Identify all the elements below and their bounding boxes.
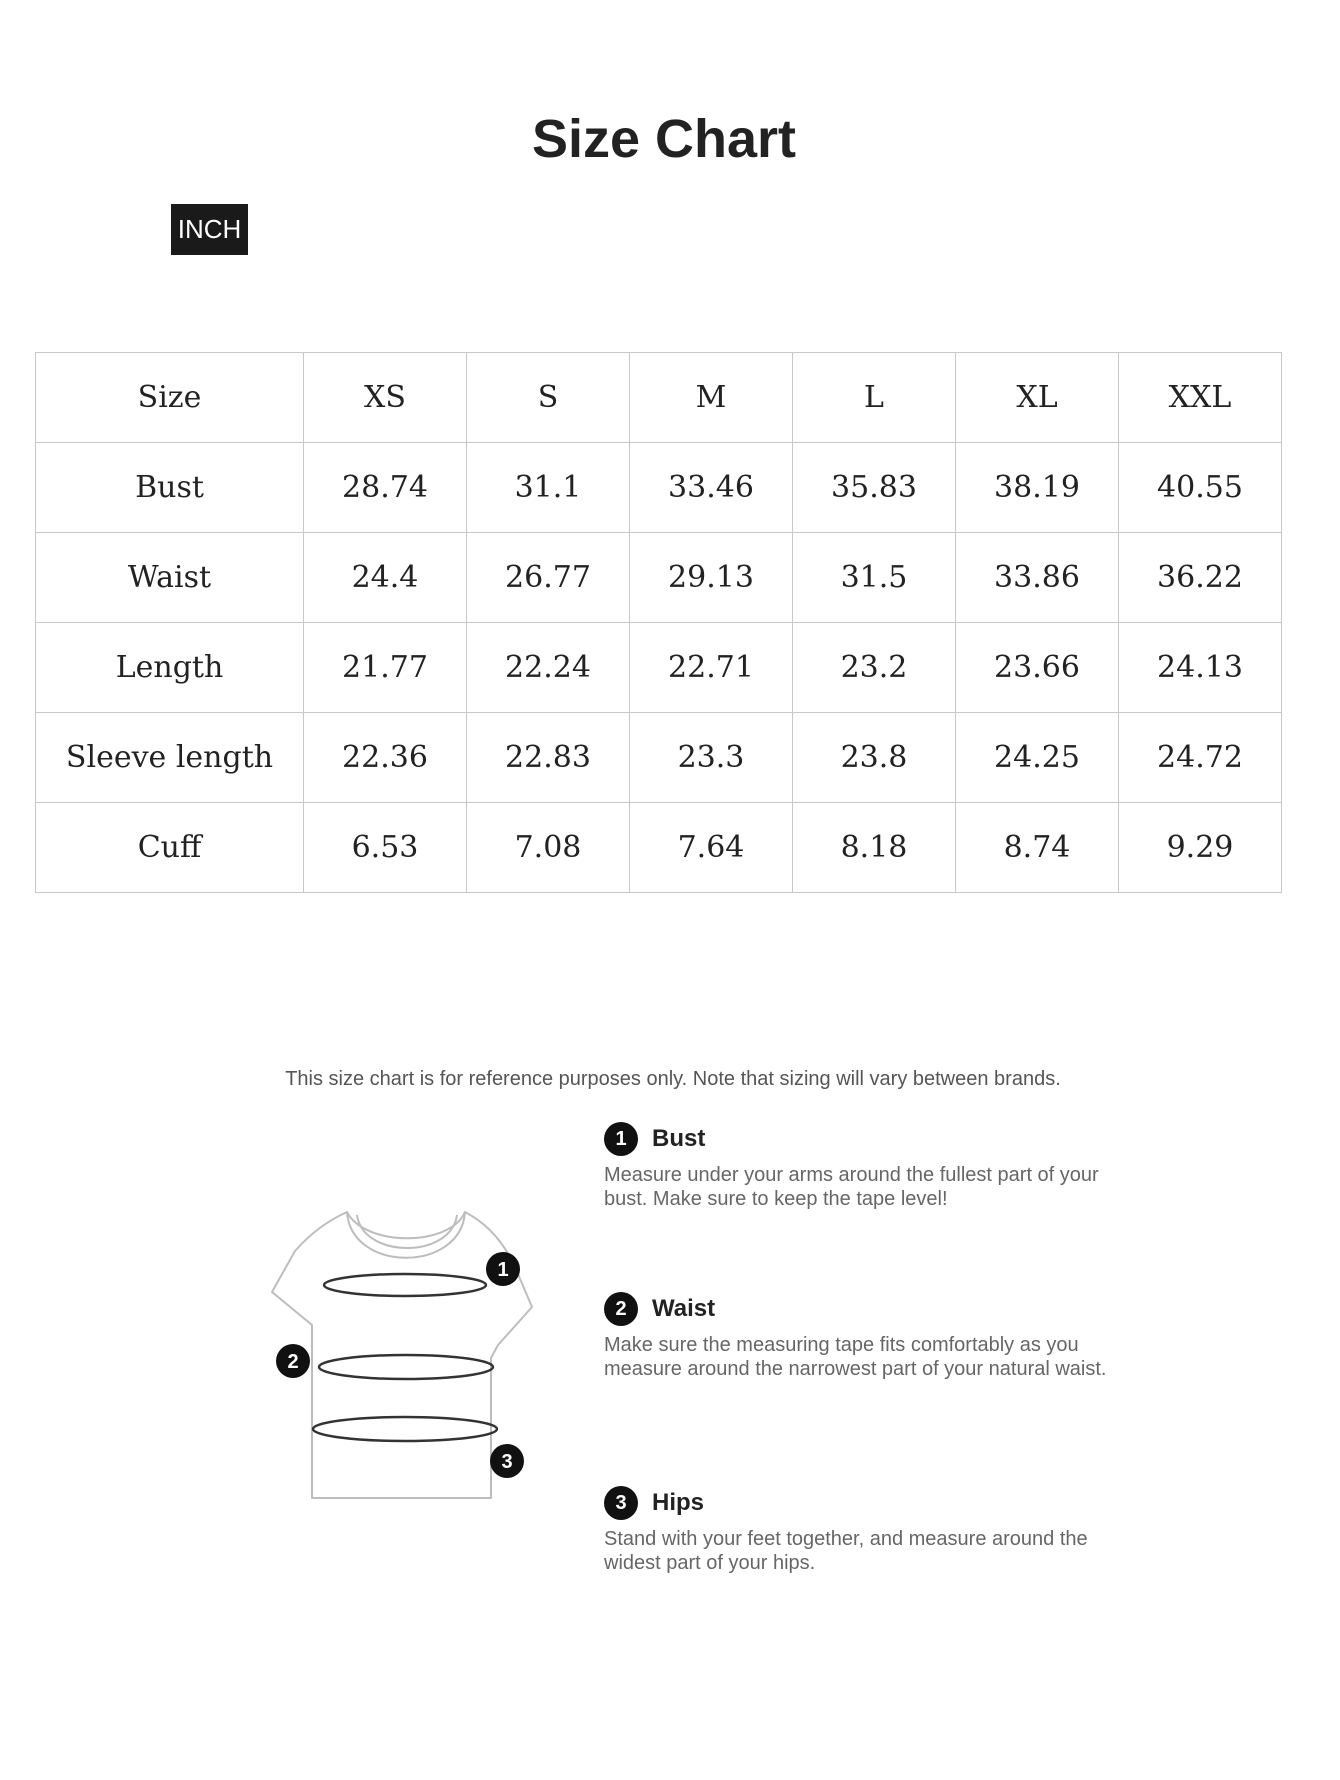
table-cell: 24.72 xyxy=(1119,713,1282,803)
marker-1 xyxy=(486,1252,520,1286)
table-cell: 9.29 xyxy=(1119,803,1282,893)
table-header-row xyxy=(36,353,1282,443)
unit-badge: INCH xyxy=(171,204,248,255)
table-cell: 8.74 xyxy=(956,803,1119,893)
table-cell: 26.77 xyxy=(467,533,630,623)
header-cell-xl: XL xyxy=(956,353,1119,443)
table-cell: 33.46 xyxy=(630,443,793,533)
measure-bust xyxy=(604,1121,1124,1211)
table-cell: 23.8 xyxy=(793,713,956,803)
table-cell: 22.36 xyxy=(304,713,467,803)
table-row-length xyxy=(36,623,1282,713)
disclaimer-note: This size chart is for reference purposes only. Note that sizing will vary between brands. xyxy=(285,1068,1061,1090)
table-cell: 40.55 xyxy=(1119,443,1282,533)
measure-label: Bust xyxy=(652,1125,706,1152)
number-badge-1: 1 xyxy=(604,1122,638,1156)
table-cell: 36.22 xyxy=(1119,533,1282,623)
header-cell-m: M xyxy=(630,353,793,443)
row-label: Length xyxy=(36,623,304,713)
bust-tape xyxy=(324,1274,486,1296)
table-row-cuff xyxy=(36,803,1282,893)
table-row-sleeve-length xyxy=(36,713,1282,803)
size-table-container xyxy=(35,352,1282,893)
hips-tape xyxy=(313,1417,497,1441)
table-row-waist xyxy=(36,533,1282,623)
measure-waist xyxy=(604,1291,1124,1381)
table-cell: 31.1 xyxy=(467,443,630,533)
table-cell: 22.24 xyxy=(467,623,630,713)
measure-hips xyxy=(604,1485,1124,1575)
table-cell: 29.13 xyxy=(630,533,793,623)
measure-desc: Stand with your feet together, and measure around the widest part of your hips. xyxy=(604,1528,1088,1574)
row-label: Bust xyxy=(36,443,304,533)
table-cell: 24.13 xyxy=(1119,623,1282,713)
header-cell-xxl: XXL xyxy=(1119,353,1282,443)
table-cell: 22.83 xyxy=(467,713,630,803)
table-cell: 21.77 xyxy=(304,623,467,713)
marker-3 xyxy=(490,1444,524,1478)
tshirt-diagram xyxy=(265,1195,545,1515)
page-title: Size Chart xyxy=(531,109,797,169)
waist-tape xyxy=(319,1355,493,1379)
table-cell: 24.4 xyxy=(304,533,467,623)
measure-desc: Measure under your arms around the fullest part of your bust. Make sure to keep the tape level! xyxy=(604,1164,1099,1210)
header-cell-l: L xyxy=(793,353,956,443)
table-cell: 7.08 xyxy=(467,803,630,893)
marker-2 xyxy=(276,1344,310,1378)
table-cell: 35.83 xyxy=(793,443,956,533)
row-label: Cuff xyxy=(36,803,304,893)
table-cell: 23.2 xyxy=(793,623,956,713)
marker-3-label: 3 xyxy=(501,1451,513,1473)
row-label: Sleeve length xyxy=(36,713,304,803)
size-table xyxy=(35,352,1282,893)
table-cell: 33.86 xyxy=(956,533,1119,623)
table-cell: 28.74 xyxy=(304,443,467,533)
table-cell: 38.19 xyxy=(956,443,1119,533)
table-cell: 23.3 xyxy=(630,713,793,803)
number-badge-2: 2 xyxy=(604,1292,638,1326)
table-cell: 6.53 xyxy=(304,803,467,893)
table-cell: 7.64 xyxy=(630,803,793,893)
table-cell: 23.66 xyxy=(956,623,1119,713)
header-cell-xs: XS xyxy=(304,353,467,443)
measure-desc: Make sure the measuring tape fits comfortably as you measure around the narrowest part of your natural waist. xyxy=(604,1334,1107,1380)
row-label: Waist xyxy=(36,533,304,623)
table-cell: 31.5 xyxy=(793,533,956,623)
marker-1-label: 1 xyxy=(497,1259,509,1281)
table-cell: 8.18 xyxy=(793,803,956,893)
header-cell-s: S xyxy=(467,353,630,443)
measure-label: Waist xyxy=(652,1295,716,1322)
table-cell: 24.25 xyxy=(956,713,1119,803)
table-row-bust xyxy=(36,443,1282,533)
number-badge-3: 3 xyxy=(604,1486,638,1520)
measure-label: Hips xyxy=(652,1489,705,1516)
header-cell-size: Size xyxy=(36,353,304,443)
marker-2-label: 2 xyxy=(287,1351,299,1373)
table-cell: 22.71 xyxy=(630,623,793,713)
